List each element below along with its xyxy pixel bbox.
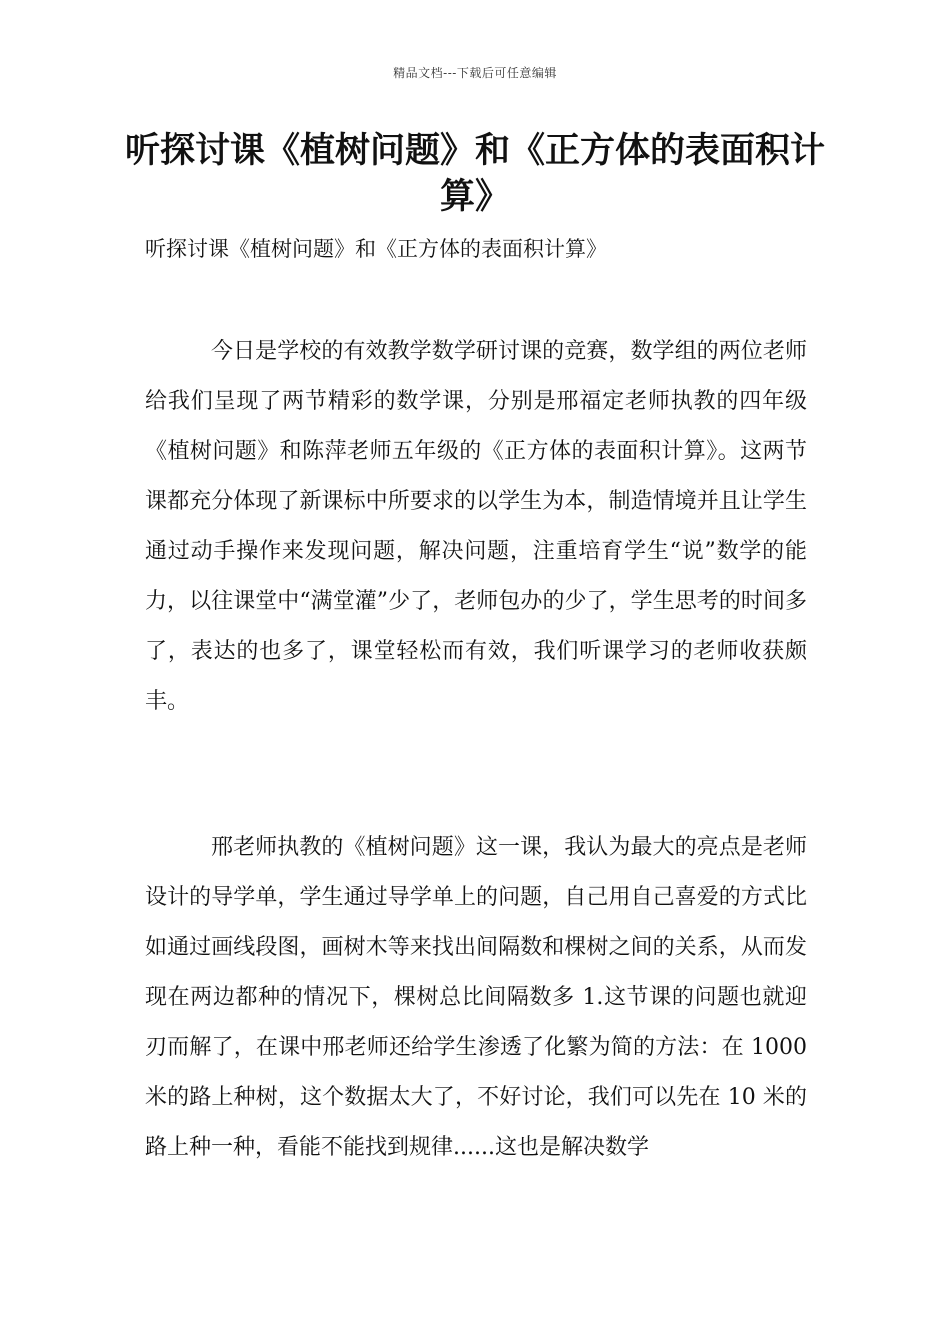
paragraph-2: 邢老师执教的《植树问题》这一课，我认为最大的亮点是老师设计的导学单，学生通过导学单上的问题，自己用自己喜爱的方式比如通过画线段图，画树木等来找出间隔数和棵树之间的关系，从而发现在两边都种的情况下，棵树总比间隔数多 1.这节课的问题也就迎刃而解了，在课中邢老师还给学生渗透了化繁为简的方法：在 1000 米的路上种树，这个数据太大了，不好讨论，我们可以先在 10 米的路上种一种，看能不能找到规律......这也是解决数学: [145, 835, 807, 1160]
document-title: 听探讨课《植树问题》和《正方体的表面积计算》: [125, 131, 826, 217]
paragraph-1: 今日是学校的有效教学数学研讨课的竞赛，数学组的两位老师给我们呈现了两节精彩的数学课，分别是邢福定老师执教的四年级《植树问题》和陈萍老师五年级的《正方体的表面积计算》。这两节课都充分体现了新课标中所要求的以学生为本，制造情境并且让学生通过动手操作来发现问题，解决问题，注重培育学生“说”数学的能力，以往课堂中“满堂灌”少了，老师包办的少了，学生思考的时间多了，表达的也多了，课堂轻松而有效，我们听课学习的老师收获颇丰。: [145, 339, 807, 714]
document-subtitle: 听探讨课《植树问题》和《正方体的表面积计算》: [145, 237, 607, 261]
page-header: 精品文档---下载后可任意编辑: [393, 66, 557, 80]
